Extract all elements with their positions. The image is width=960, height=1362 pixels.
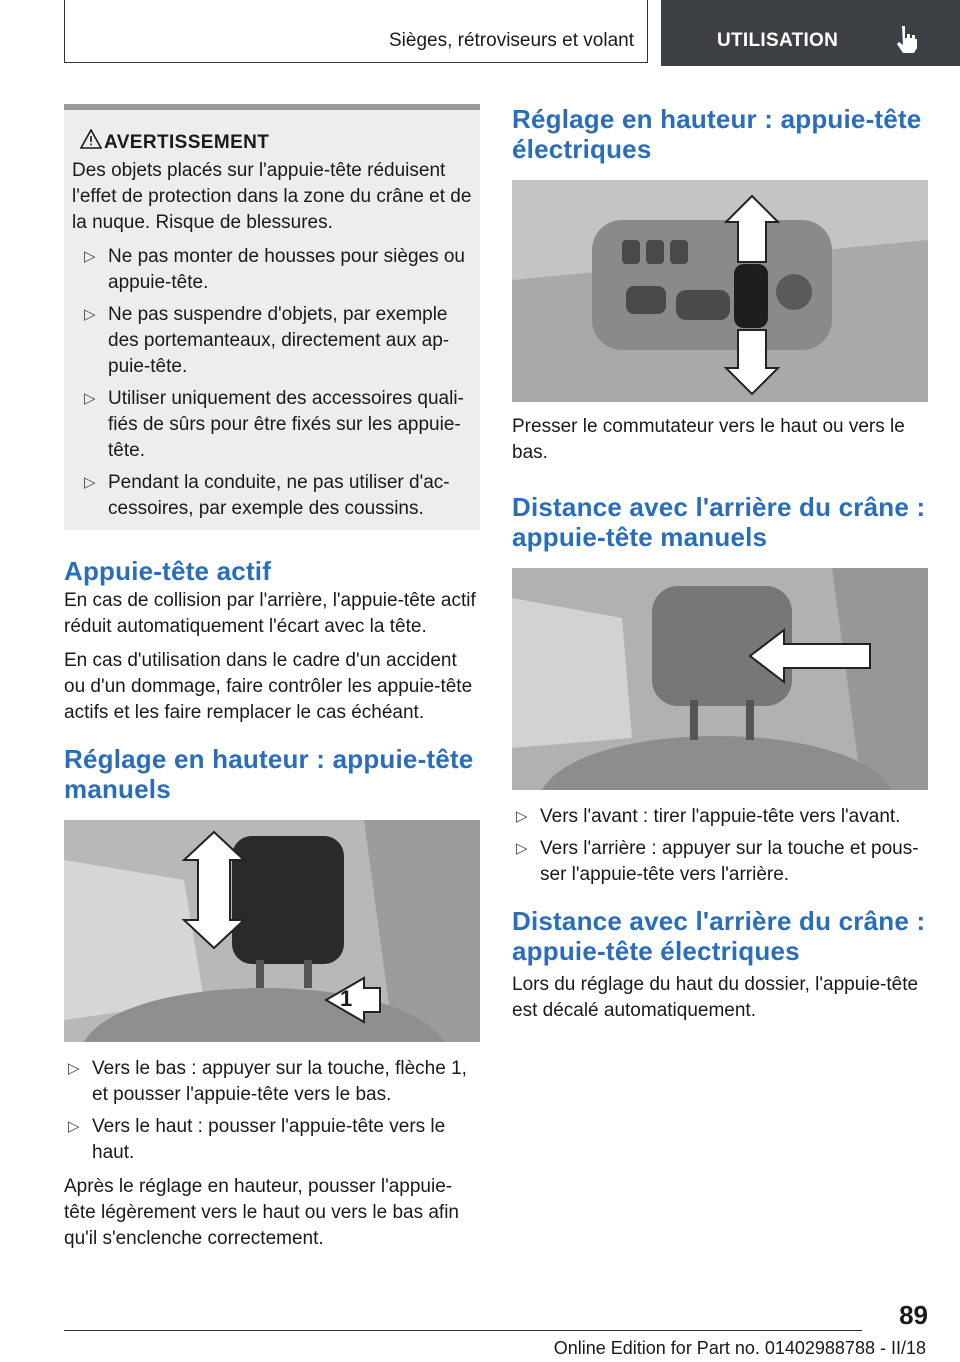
list-item-text: Ne pas monter de housses pour sièges ou appuie-tête.: [108, 246, 465, 293]
manual-headrest-height-image: [64, 820, 480, 1042]
warning-box: [64, 104, 480, 530]
warning-list: [72, 244, 472, 522]
list-item-text: Ne pas suspendre d'objets, par exemple des portemanteaux, directement aux ap‐puie-tête.: [108, 304, 450, 377]
manual-distance-list: [512, 804, 928, 888]
list-item: [512, 836, 928, 888]
triangle-bullet-icon: ▷: [84, 306, 96, 323]
triangle-bullet-icon: ▷: [516, 808, 528, 825]
electric-distance-text: Lors du réglage du haut du dossier, l'appuie-tête est décalé automatiquement.: [512, 974, 919, 1021]
warning-title-text: AVERTISSEMENT: [104, 132, 270, 153]
chapter-tab-label: UTILISATION: [717, 30, 839, 51]
list-item: [72, 244, 472, 296]
heading-manual-height: Réglage en hauteur : appuie-tête manuels: [64, 744, 474, 804]
footer-divider: [64, 1330, 862, 1331]
electric-height-text: Presser le commutateur vers le haut ou vers le bas.: [512, 416, 905, 463]
manual-headrest-distance-image: [512, 568, 928, 790]
list-item-text: Vers le bas : appuyer sur la touche, flèche 1, et pousser l'appuie-tête vers le bas.: [92, 1058, 467, 1105]
left-column: [64, 104, 480, 1260]
list-item: [72, 302, 472, 380]
list-item: [72, 386, 472, 464]
electric-seat-switch-image: [512, 180, 928, 402]
heading-electric-height: Réglage en hauteur : appuie-tête électriques: [512, 104, 922, 164]
warning-text: Des objets placés sur l'appuie-tête réduisent l'effet de protection dans la zone du crâne et de la nuque. Risque de blessures.: [72, 160, 472, 233]
chapter-tab[interactable]: [661, 0, 960, 66]
list-item-text: Vers le haut : pousser l'appuie-tête vers le haut.: [92, 1116, 446, 1163]
list-item: [512, 804, 928, 830]
right-column: [512, 104, 928, 1032]
triangle-bullet-icon: ▷: [68, 1118, 80, 1135]
triangle-bullet-icon: ▷: [84, 474, 96, 491]
edition-info: Online Edition for Part no. 01402988788 - II/18: [553, 1338, 926, 1358]
hand-pointer-icon: [895, 24, 919, 59]
warning-triangle-icon: [80, 129, 102, 149]
manual-height-list: [64, 1056, 480, 1166]
list-item: [64, 1114, 480, 1166]
active-paragraph-1: En cas de collision par l'arrière, l'appuie-tête actif réduit automatiquement l'écart avec la tête.: [64, 590, 476, 637]
callout-number: 1: [340, 986, 353, 1011]
heading-manual-distance: Distance avec l'arrière du crâne : appuie-tête manuels: [512, 492, 926, 552]
list-item-text: Vers l'avant : tirer l'appuie-tête vers l'avant.: [540, 806, 901, 827]
list-item: [64, 1056, 480, 1108]
triangle-bullet-icon: ▷: [516, 840, 528, 857]
list-item-text: Pendant la conduite, ne pas utiliser d'ac‐cessoires, par exemple des coussins.: [108, 472, 450, 519]
manual-height-note: Après le réglage en hauteur, pousser l'appuie-tête légèrement vers le haut ou vers le bas afin qu'il s'enclenche correctement.: [64, 1176, 460, 1249]
triangle-bullet-icon: ▷: [84, 390, 96, 407]
page-header: [0, 0, 960, 66]
triangle-bullet-icon: ▷: [68, 1060, 80, 1077]
list-item-text: Utiliser uniquement des accessoires quali‐fiés de sûrs pour être fixés sur les appuie-tête.: [108, 388, 464, 461]
section-title: Sièges, rétroviseurs et volant: [388, 30, 634, 51]
heading-electric-distance: Distance avec l'arrière du crâne : appuie-tête électriques: [512, 906, 926, 966]
heading-active-headrest: Appuie-tête actif: [64, 556, 272, 586]
triangle-bullet-icon: ▷: [84, 248, 96, 265]
warning-title: [72, 132, 472, 154]
list-item-text: Vers l'arrière : appuyer sur la touche et pous‐ser l'appuie-tête vers l'arrière.: [540, 838, 919, 885]
active-paragraph-2: En cas d'utilisation dans le cadre d'un accident ou d'un dommage, faire contrôler les appuie-tête actifs et les faire remplacer le cas échéant.: [64, 650, 473, 723]
list-item: [72, 470, 472, 522]
page-number: 89: [899, 1300, 928, 1330]
